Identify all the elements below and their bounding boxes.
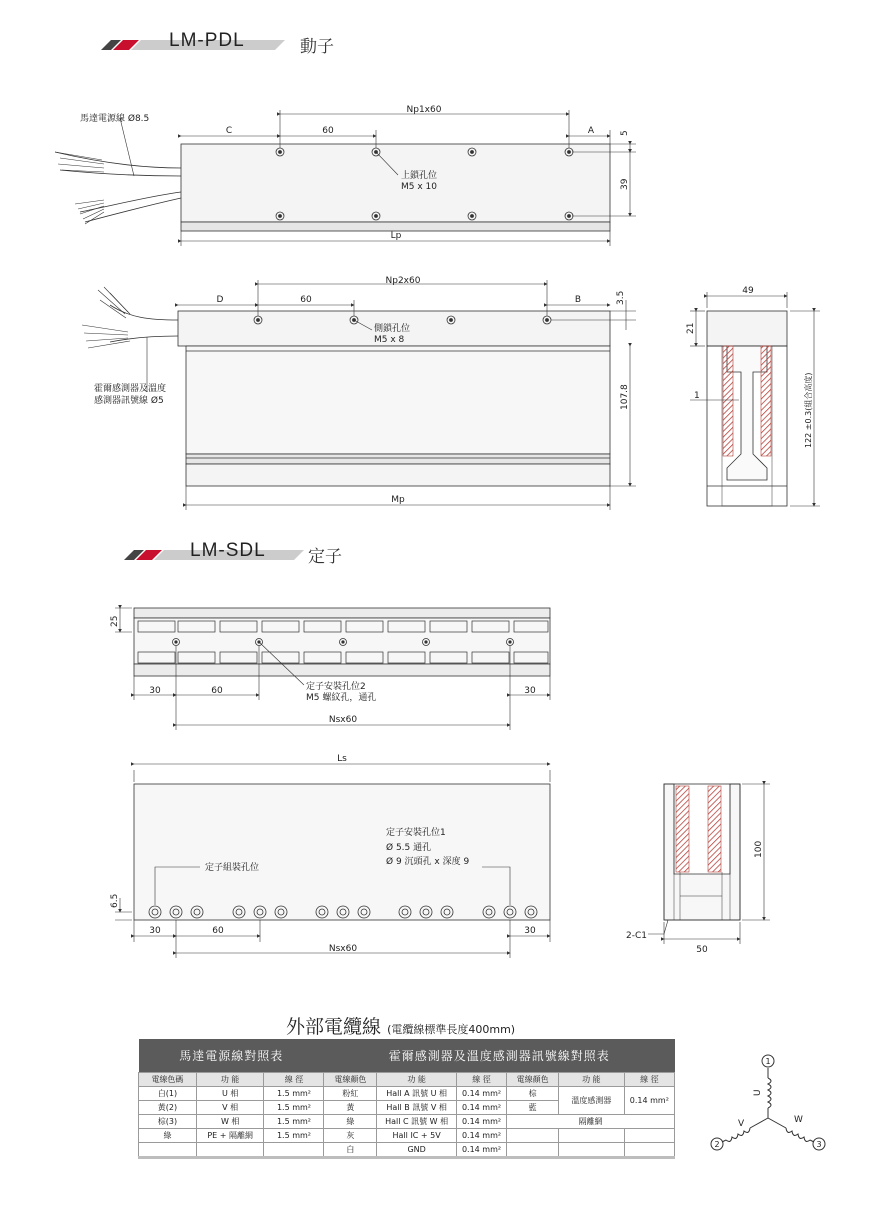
table-cell [559,1129,625,1143]
table-cell [507,1143,559,1158]
header-cell: 電線顏色 [324,1073,377,1087]
dim-mp: Mp [391,495,405,505]
header-cell: 線 徑 [456,1073,506,1087]
shield-cell: 隔離網 [507,1115,675,1129]
assembly-hole-label: 定子組裝孔位 [205,863,260,873]
stator-end-view [648,784,770,944]
dim-np2: Np2x60 [385,276,421,286]
header-cell: 功 能 [559,1073,625,1087]
table-cell: 1.5 mm² [264,1101,324,1115]
dim-60-top: 60 [322,126,334,136]
dim-c: C [225,126,233,136]
dim-122: 122 ±0.3(組合高度) [804,372,813,448]
table-cell [196,1143,264,1158]
table-cell: 黃(2) [139,1101,197,1115]
table-cell: Hall C 訊號 W 相 [377,1115,457,1129]
table-row [139,1115,675,1129]
dim-60-side: 60 [300,295,312,305]
mount1-spec1: Ø 5.5 通孔 [386,843,432,853]
mount2-label: 定子安裝孔位2 [306,682,366,692]
dim-5: 5 [620,130,630,136]
mover-top-view [55,110,636,246]
winding-diagram [710,1050,840,1160]
dim-21: 21 [686,322,696,334]
motor-table-title: 馬達電源線對照表 [139,1039,324,1073]
dim-60-side-stator: 60 [212,926,224,936]
dim-30-left: 30 [149,686,161,696]
dim-3-5: 3.5 [616,290,626,305]
table-cell: 0.14 mm² [456,1087,506,1101]
dim-30-side-right: 30 [524,926,536,936]
temp-dia-cell: 0.14 mm² [624,1087,674,1115]
table-cell: 綠 [324,1115,377,1129]
cable-title-main: 外部電纜線 [286,1016,382,1038]
hole-top-spec: M5 x 10 [401,182,437,192]
table-cell: V 相 [196,1101,264,1115]
winding-v: V [738,1119,745,1129]
cable-title-sub: (電纜線標準長度400mm) [387,1023,516,1036]
mover-model: LM-PDL [169,30,245,51]
table-cell: Hall IC + 5V [377,1129,457,1143]
dim-d: D [216,295,224,305]
stator-model: LM-SDL [190,540,266,561]
table-cell: 黃 [324,1101,377,1115]
table-cell: 棕(3) [139,1115,197,1129]
dim-60-stator: 60 [211,686,223,696]
winding-node-2: 2 [714,1140,720,1149]
table-cell: 藍 [507,1101,559,1115]
header-cell: 功 能 [377,1073,457,1087]
table-cell: Hall A 訊號 U 相 [377,1087,457,1101]
mount1-spec2: Ø 9 沉頭孔 x 深度 9 [386,857,470,867]
table-cell: GND [377,1143,457,1158]
cable-title [286,1012,515,1039]
dim-np1: Np1x60 [406,105,442,115]
header-cell: 電線顏色 [507,1073,559,1087]
dim-6-5: 6.5 [110,893,120,908]
dim-100: 100 [754,840,764,858]
header-cell: 功 能 [196,1073,264,1087]
winding-node-3: 3 [816,1140,822,1149]
table-cell [624,1129,674,1143]
table-cell: 棕 [507,1087,559,1101]
hall-cable-label-1: 霍爾感測器及溫度 [94,384,167,394]
table-cell [624,1143,674,1158]
table-cell: 1.5 mm² [264,1115,324,1129]
mover-side-view [82,280,636,510]
header-cell: 線 徑 [624,1073,674,1087]
winding-w: W [794,1115,803,1125]
table-cell: 0.14 mm² [456,1143,506,1158]
table-cell: 灰 [324,1129,377,1143]
dim-30-right: 30 [524,686,536,696]
dim-b: B [574,295,582,305]
header-cell: 電線色碼 [139,1073,197,1087]
table-cell: 白(1) [139,1087,197,1101]
hole-side-label: 側鎖孔位 [374,324,411,334]
dim-lp: Lp [390,231,402,241]
motor-cable-label: 馬達電源線 Ø8.5 [80,114,150,124]
table-cell: 白 [324,1143,377,1158]
table-cell [264,1143,324,1158]
table-cell [139,1143,197,1158]
table-row [139,1129,675,1143]
mover-name: 動子 [300,37,334,57]
table-cell: PE + 隔離網 [196,1129,264,1143]
dim-nsx-bottom: Nsx60 [328,944,358,954]
hole-side-spec: M5 x 8 [374,335,405,345]
mount1-label: 定子安裝孔位1 [386,828,446,838]
header-cell: 線 徑 [264,1073,324,1087]
stator-side-view [115,764,550,958]
dim-ls: Ls [337,754,347,764]
hall-cable-label-2: 感測器訊號線 Ø5 [94,396,164,406]
table-cell: W 相 [196,1115,264,1129]
table-cell [559,1143,625,1158]
winding-u: U [753,1089,763,1096]
temp-sensor-cell: 溫度感測器 [559,1087,625,1115]
table-cell: 0.14 mm² [456,1101,506,1115]
table-row [139,1087,675,1101]
table-row [139,1143,675,1158]
table-cell: U 相 [196,1087,264,1101]
table-cell: 1.5 mm² [264,1087,324,1101]
dim-1: 1 [694,391,700,401]
signal-table-title: 霍爾感測器及溫度感測器訊號線對照表 [324,1039,675,1073]
table-cell: 0.14 mm² [456,1115,506,1129]
table-header-row [139,1073,675,1087]
dim-30-side-left: 30 [149,926,161,936]
dim-39: 39 [620,178,630,190]
stator-top-view [115,608,550,730]
table-cell [507,1129,559,1143]
table-cell: 1.5 mm² [264,1129,324,1143]
table-cell: 粉紅 [324,1087,377,1101]
mover-end-view [690,292,820,506]
table-cell: 0.14 mm² [456,1129,506,1143]
dim-nsx-top: Nsx60 [328,715,358,725]
table-cell: Hall B 訊號 V 相 [377,1101,457,1115]
winding-node-1: 1 [765,1057,771,1066]
mount2-spec: M5 螺紋孔，通孔 [306,693,377,703]
dim-50: 50 [696,945,708,955]
dim-a: A [587,126,595,136]
hole-top-label: 上鎖孔位 [401,171,438,181]
dim-2-c1: 2-C1 [626,931,647,941]
stator-name: 定子 [308,547,342,567]
dim-107-8: 107.8 [620,384,630,410]
dim-25: 25 [110,615,120,627]
cable-table [138,1039,675,1159]
dim-49: 49 [742,286,754,296]
table-cell: 綠 [139,1129,197,1143]
